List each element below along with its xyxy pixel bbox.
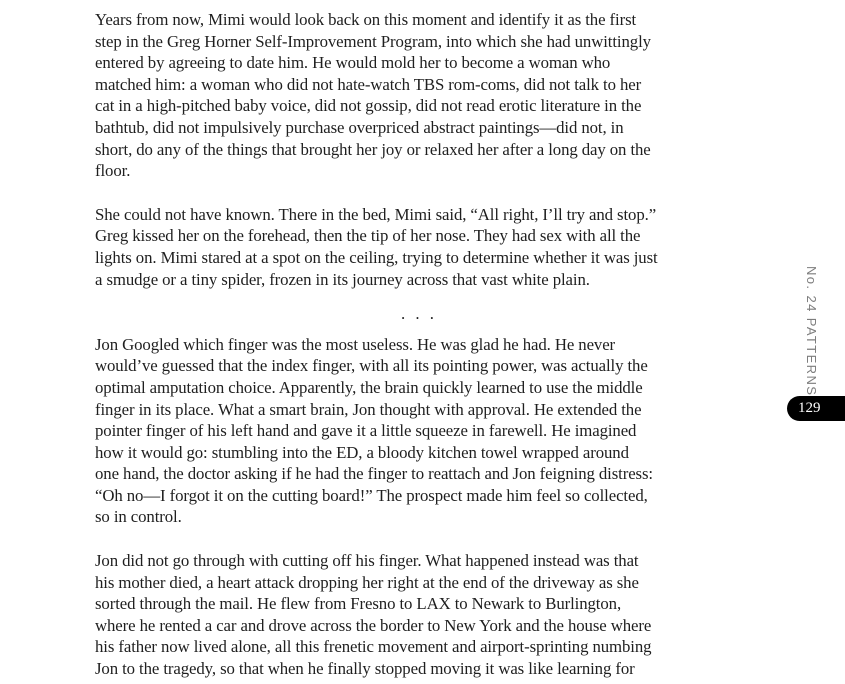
paragraph <box>95 9 743 182</box>
text-line: She could not have known. There in the bed, Mimi said, “All right, I’ll try and stop.” <box>95 204 657 224</box>
paragraph <box>95 334 743 528</box>
text-line: Greg kissed her on the forehead, then the tip of her nose. They had sex with all the <box>95 226 641 246</box>
text-line: entered by agreeing to date him. He would mold her to become a woman who <box>95 53 611 73</box>
text-line: optimal amputation choice. Apparently, the brain quickly learned to use the middle <box>95 377 643 397</box>
text-line: Years from now, Mimi would look back on this moment and identify it as the first <box>95 10 637 29</box>
text-line: how it would go: stumbling into the ED, a bloody kitchen towel wrapped around <box>95 442 629 462</box>
paragraph <box>95 550 743 680</box>
text-line: sorted through the mail. He flew from Fresno to LAX to Newark to Burlington, <box>95 594 622 614</box>
text-line: where he rented a car and drove across the border to New York and the house where <box>95 615 652 635</box>
text-line: a smudge or a tiny spider, frozen in its journey across that vast white plain. <box>95 269 590 289</box>
section-separator: . . . <box>401 304 437 324</box>
text-line: Jon Googled which finger was the most useless. He was glad he had. He never <box>95 334 616 354</box>
text-line: would’ve guessed that the index finger, with all its pointing power, was actually the <box>95 356 648 376</box>
text-line: Jon to the tragedy, so that when he finally stopped moving it was like learning for <box>95 659 635 679</box>
text-line: floor. <box>95 161 131 181</box>
text-line: his mother died, a heart attack dropping her right at the end of the driveway as she <box>95 572 639 592</box>
page-number: 129 <box>798 400 821 416</box>
text-line: bathtub, did not impulsively purchase overpriced abstract paintings—did not, in <box>95 117 624 137</box>
section-label: No. 24 PATTERNS <box>804 266 819 397</box>
text-line: short, do any of the things that brought her joy or relaxed her after a long day on the <box>95 139 651 159</box>
text-line: one hand, the doctor asking if he had the finger to reattach and Jon feigning distress: <box>95 464 653 484</box>
text-line: his father now lived alone, all this frenetic movement and airport-sprinting numbing <box>95 637 652 657</box>
text-line: lights on. Mimi stared at a spot on the ceiling, trying to determine whether it was just <box>95 247 658 267</box>
text-column <box>95 9 743 684</box>
paragraph <box>95 204 743 290</box>
text-line: cat in a high-pitched baby voice, did not gossip, did not read erotic literature in the <box>95 96 642 116</box>
page-number-badge <box>787 396 845 421</box>
text-line: finger in its place. What a smart brain, Jon thought with approval. He extended the <box>95 399 642 419</box>
text-line: Jon did not go through with cutting off his finger. What happened instead was that <box>95 551 639 571</box>
text-line: step in the Greg Horner Self-Improvement Program, into which she had unwittingly <box>95 31 651 51</box>
text-line: “Oh no—I forgot it on the cutting board!” The prospect made him feel so collected, <box>95 485 648 505</box>
text-line: matched him: a woman who did not hate-watch TBS rom-coms, did not talk to her <box>95 74 642 94</box>
text-line: pointer finger of his left hand and gave it a little squeeze in farewell. He imagined <box>95 421 637 441</box>
text-line: so in control. <box>95 507 182 527</box>
